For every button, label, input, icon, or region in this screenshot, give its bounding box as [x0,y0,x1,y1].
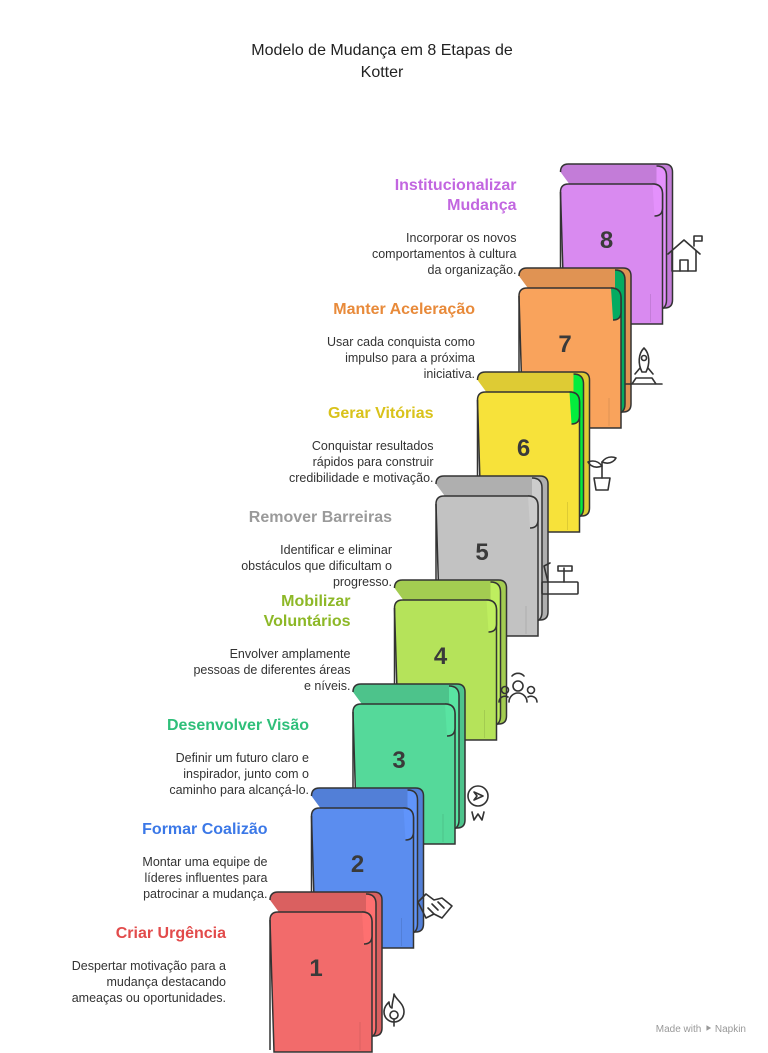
plant-icon [580,448,624,492]
step-description-2: Montar uma equipe de líderes influentes para patrocinar a mudança. [142,855,268,901]
step-heading-4: Mobilizar Voluntários [263,593,351,630]
step-heading-5: Remover Barreiras [248,509,392,526]
made-with-napkin: Made with ⯈ Napkin [655,1024,746,1035]
diagram-title: Modelo de Mudança em 8 Etapas de Kotter [251,42,513,81]
house-flag-icon [664,232,708,276]
step-heading-1: Criar Urgência [115,925,226,942]
step-description-3: Definir um futuro claro e inspirador, junto com o caminho para alcançá-lo. [169,751,309,797]
step-description-5: Identificar e eliminar obstáculos que dificultam o progresso. [241,543,392,589]
people-icon [496,668,540,712]
step-heading-3: Desenvolver Visão [166,717,309,734]
step-number-2: 2 [350,851,365,878]
step-description-7: Usar cada conquista como impulso para a próxima iniciativa. [327,335,475,381]
step-heading-7: Manter Aceleração [333,301,475,318]
fire-icon [372,988,416,1032]
step-number-4: 4 [433,643,448,670]
step-number-5: 5 [475,539,489,566]
toolbox-icon [538,556,582,600]
step-description-4: Envolver amplamente pessoas de diferentes áreas e níveis. [193,647,351,693]
step-description-8: Incorporar os novos comportamentos à cultura da organização. [371,231,517,277]
step-heading-8: Institucionalizar Mudança [394,177,517,214]
rocket-icon [622,344,666,388]
step-description-1: Despertar motivação para a mudança destacando ameaças ou oportunidades. [71,959,226,1005]
step-number-7: 7 [558,331,572,358]
step-number-8: 8 [599,227,614,254]
step-number-3: 3 [392,747,406,774]
handshake-icon [414,884,458,928]
step-number-6: 6 [516,435,531,462]
compass-icon [456,780,500,824]
step-description-6: Conquistar resultados rápidos para construir credibilidade e motivação. [288,439,434,485]
step-1 [270,892,382,1052]
step-heading-2: Formar Coalizão [142,821,268,838]
step-number-1: 1 [309,955,323,982]
step-heading-6: Gerar Vitórias [327,405,434,422]
